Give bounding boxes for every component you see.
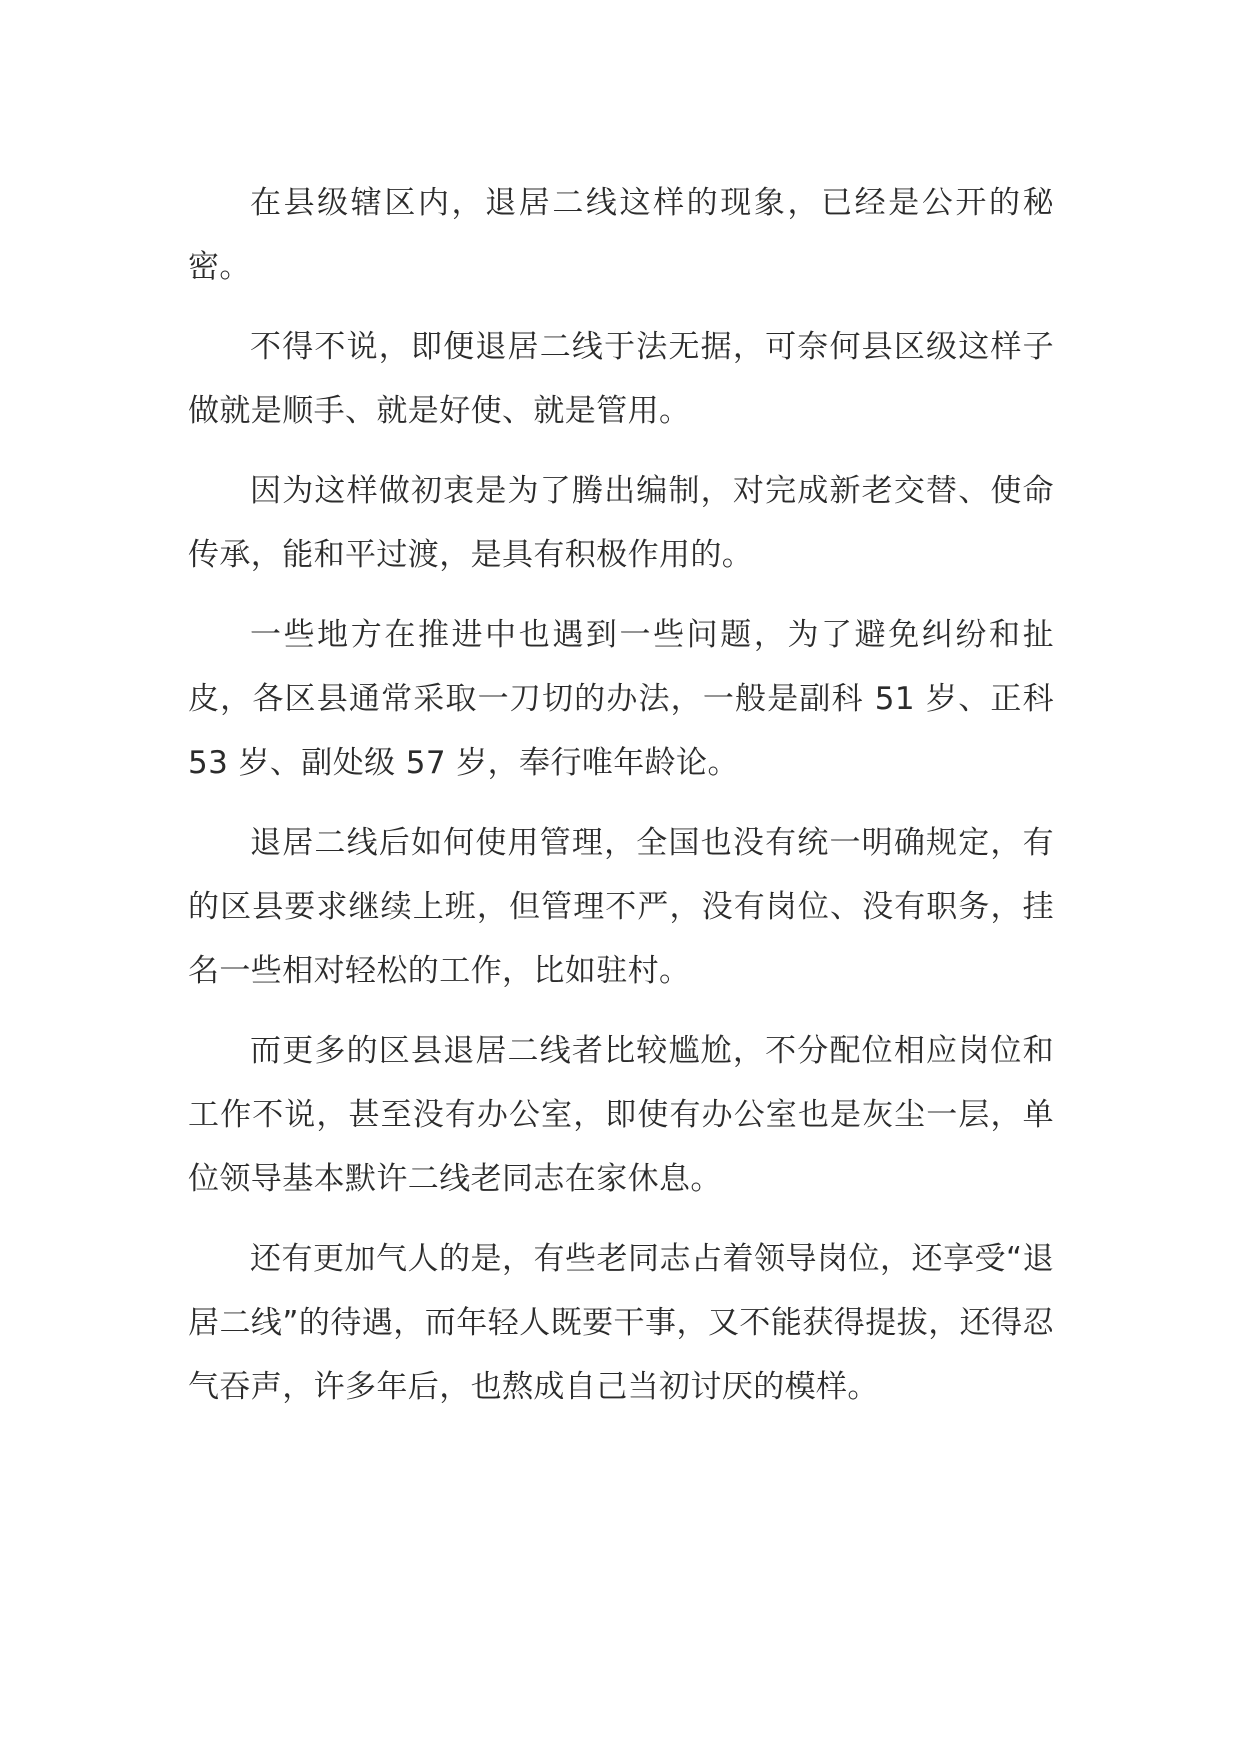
paragraph-3: 因为这样做初衷是为了腾出编制，对完成新老交替、使命传承，能和平过渡，是具有积极作用的。 (188, 473, 1054, 573)
paragraph-7: 还有更加气人的是，有些老同志占着领导岗位，还享受“退居二线”的待遇，而年轻人既要干事，又不能获得提拔，还得忍气吞声，许多年后，也熬成自己当初讨厌的模样。 (188, 1241, 1054, 1405)
paragraph-1: 在县级辖区内，退居二线这样的现象，已经是公开的秘密。 (188, 185, 1054, 285)
document-body (188, 171, 1054, 1435)
paragraph-2: 不得不说，即便退居二线于法无据，可奈何县区级这样子做就是顺手、就是好使、就是管用。 (188, 329, 1054, 429)
paragraph-4: 一些地方在推进中也遇到一些问题，为了避免纠纷和扯皮，各区县通常采取一刀切的办法，一般是副科 51 岁、正科 53 岁、副处级 57 岁，奉行唯年龄论。 (188, 617, 1054, 781)
paragraph-6: 而更多的区县退居二线者比较尴尬，不分配位相应岗位和工作不说，甚至没有办公室，即使有办公室也是灰尘一层，单位领导基本默许二线老同志在家休息。 (188, 1033, 1054, 1197)
paragraph-5: 退居二线后如何使用管理，全国也没有统一明确规定，有的区县要求继续上班，但管理不严，没有岗位、没有职务，挂名一些相对轻松的工作，比如驻村。 (188, 825, 1054, 989)
